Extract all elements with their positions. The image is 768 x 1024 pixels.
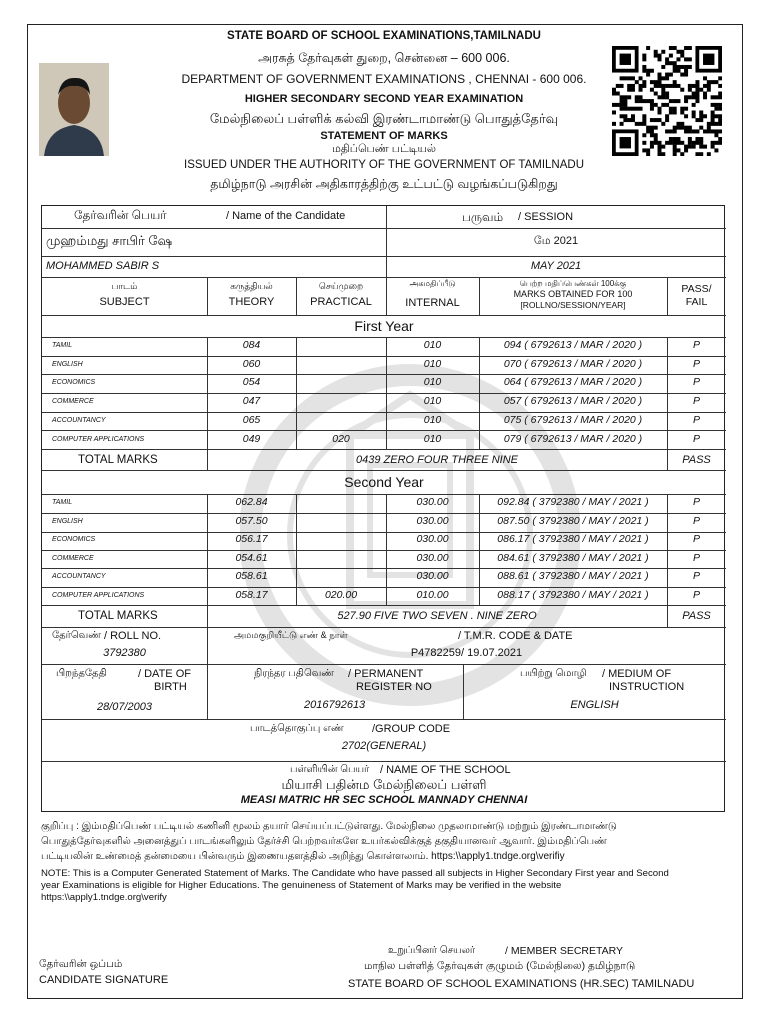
row-marks: 088.17 ( 3792380 / MAY / 2021 ) <box>497 588 649 601</box>
col-internal-tamil: அகமதிப்பீடு <box>409 279 456 288</box>
candidate-signature-tamil: தேர்வரின் ஒப்பம் <box>39 958 123 970</box>
row-marks: 079 ( 6792613 / MAR / 2020 ) <box>503 432 643 445</box>
row-marks: 084.61 ( 3792380 / MAY / 2021 ) <box>497 551 649 564</box>
note-english-line-3: https:\\apply1.tndge.org\verify <box>41 892 167 903</box>
row-practical: 020.00 <box>324 588 358 601</box>
col-subject: SUBJECT <box>99 296 150 308</box>
col-passfail: PASS/ <box>681 283 712 295</box>
second-year-total-label: TOTAL MARKS <box>78 610 158 622</box>
row-internal: 010 <box>423 395 442 408</box>
school-label-tamil: பள்ளியின் பெயர் <box>290 764 370 775</box>
tmr-label-tamil: அமமகுறியீட்டு எண் & நாள் <box>234 630 348 640</box>
statement-title-tamil: மதிப்பெண் பட்டியல் <box>331 143 437 155</box>
first-year-total-label: TOTAL MARKS <box>78 454 158 466</box>
school-label: / NAME OF THE SCHOOL <box>380 764 511 776</box>
first-year-total: 0439 ZERO FOUR THREE NINE <box>356 454 518 466</box>
dob-label: / DATE OF <box>138 668 191 680</box>
board-title: STATE BOARD OF SCHOOL EXAMINATIONS,TAMILNADU <box>227 30 541 42</box>
tmr-label: / T.M.R. CODE & DATE <box>458 630 573 642</box>
row-result: P <box>692 357 700 370</box>
session-label: / SESSION <box>518 211 574 223</box>
school-name: MEASI MATRIC HR SEC SCHOOL MANNADY CHENNAI <box>240 794 528 806</box>
row-theory: 058.61 <box>235 570 268 582</box>
row-subject: ECONOMICS <box>52 379 96 387</box>
row-subject: ECONOMICS <box>52 536 96 543</box>
row-subject: COMPUTER APPLICATIONS <box>52 435 145 443</box>
note-english-line-1: NOTE: This is a Computer Generated Statement of Marks. The Candidate who have passed all subjects in Higher Secondary First year and Second <box>41 868 669 879</box>
row-result: P <box>692 514 700 527</box>
row-internal: 010.00 <box>416 588 449 601</box>
row-result: P <box>692 533 700 545</box>
row-result: P <box>692 570 700 582</box>
member-secretary-tamil: உறுப்பினர் செயலர் <box>388 945 476 956</box>
row-marks: 088.61 ( 3792380 / MAY / 2021 ) <box>497 570 649 582</box>
medium-label-tamil: பயிற்று மொழி <box>520 668 587 679</box>
row-theory: 058.17 <box>235 588 268 601</box>
row-result: P <box>692 339 700 351</box>
row-theory: 056.17 <box>235 533 268 545</box>
dob-label-2: BIRTH <box>154 681 187 693</box>
medium-label-2: INSTRUCTION <box>609 681 685 693</box>
row-internal: 030.00 <box>416 496 449 508</box>
tmr-code: P4782259/ 19.07.2021 <box>410 647 523 659</box>
row-marks: 057 ( 6792613 / MAR / 2020 ) <box>503 395 643 408</box>
col-internal: INTERNAL <box>405 297 460 309</box>
row-practical: 020 <box>332 432 350 445</box>
row-marks: 064 ( 6792613 / MAR / 2020 ) <box>503 376 643 389</box>
row-theory: 065 <box>242 413 261 426</box>
row-result: P <box>692 588 700 601</box>
dob-label-tamil: பிறந்ததேதி <box>56 668 107 679</box>
row-subject: COMPUTER APPLICATIONS <box>52 591 145 599</box>
issued-authority-tamil: தமிழ்நாடு அரசின் அதிகாரத்திற்கு உட்பட்டு வழங்கப்படுகிறது <box>210 177 558 191</box>
note-tamil-line-3: பட்டியலின் உண்மைத் தன்மையை பின்வரும் இணையதளத்தில் அறிந்து கொள்ளலாம். https:\\apply1.tndge.org\verifiy <box>41 851 565 862</box>
row-marks: 094 ( 6792613 / MAR / 2020 ) <box>503 339 643 351</box>
col-practical-tamil: செய்முறை <box>318 281 364 291</box>
candidate-name-tamil: முஹம்மது சாபிர் ஷே <box>46 233 173 248</box>
dept-title-tamil: அரசுத் தேர்வுகள் துறை, சென்னை – 600 006. <box>258 51 510 65</box>
row-subject: COMMERCE <box>52 554 94 562</box>
row-result: P <box>692 551 700 564</box>
row-internal: 010 <box>423 432 442 445</box>
group-label-tamil: பாடத்தொகுப்பு எண் <box>250 723 344 734</box>
board-footer: STATE BOARD OF SCHOOL EXAMINATIONS (HR.SEC) TAMILNADU <box>348 978 695 990</box>
medium-label: / MEDIUM OF <box>602 668 672 680</box>
candidate-name: MOHAMMED SABIR S <box>46 260 160 272</box>
candidate-signature: CANDIDATE SIGNATURE <box>39 974 169 986</box>
row-theory: 062.84 <box>235 496 268 508</box>
board-footer-tamil: மாநில பள்ளித் தேர்வுகள் குழுமம் (மேல்நிலை) தமிழ்நாடு <box>364 960 636 972</box>
marks-table <box>41 205 725 812</box>
name-label: / Name of the Candidate <box>226 210 346 222</box>
dept-title: DEPARTMENT OF GOVERNMENT EXAMINATIONS , CHENNAI - 600 006. <box>181 72 587 86</box>
row-marks: 070 ( 6792613 / MAR / 2020 ) <box>503 357 643 370</box>
row-internal: 010 <box>423 357 442 370</box>
col-theory: THEORY <box>228 296 275 308</box>
row-internal: 030.00 <box>416 533 449 545</box>
second-year-title: Second Year <box>344 474 424 490</box>
member-secretary: / MEMBER SECRETARY <box>505 945 624 957</box>
school-name-tamil: மியாசி பதின்ம மேல்நிலைப் பள்ளி <box>281 777 487 792</box>
row-internal: 030.00 <box>416 570 449 582</box>
roll-label: / ROLL NO. <box>104 630 162 642</box>
roll-number: 3792380 <box>103 647 146 659</box>
roll-label-tamil: தேர்வெண் <box>52 630 101 641</box>
group-label: /GROUP CODE <box>372 723 451 735</box>
col-subject-tamil: பாடம் <box>111 281 138 291</box>
row-theory: 084 <box>242 339 261 351</box>
reg-label-tamil: நிரந்தர பதிவெண் <box>254 668 335 679</box>
row-internal: 030.00 <box>416 514 449 527</box>
row-result: P <box>692 376 700 389</box>
col-marks-tamil: பெற்ற மதிப்பெண்கள் 100க்கு <box>519 279 627 288</box>
second-year-total: 527.90 FIVE TWO SEVEN . NINE ZERO <box>337 610 537 622</box>
row-result: P <box>692 395 700 408</box>
exam-title: HIGHER SECONDARY SECOND YEAR EXAMINATION <box>244 93 524 105</box>
row-theory: 047 <box>242 395 261 408</box>
row-theory: 054 <box>242 376 261 389</box>
col-marks: MARKS OBTAINED FOR 100 <box>513 289 633 299</box>
row-marks: 092.84 ( 3792380 / MAY / 2021 ) <box>497 496 649 508</box>
row-subject: COMMERCE <box>52 398 94 406</box>
row-theory: 057.50 <box>235 514 268 527</box>
row-result: P <box>692 496 700 508</box>
register-number: 2016792613 <box>304 699 366 711</box>
col-passfail-2: FAIL <box>685 296 708 308</box>
row-subject: TAMIL <box>52 342 73 349</box>
row-subject: ACCOUNTANCY <box>52 416 106 424</box>
first-year-title: First Year <box>354 318 414 334</box>
note-tamil-line-2: பொதுத்தேர்வுகளில் அனைத்துப் பாடங்களிலும் தேர்ச்சி பெற்றவர்களே உயர்கல்விக்குத் தகுதியானவர் ஆவார். இம்மதிப்பெண் <box>41 836 607 847</box>
row-subject: ENGLISH <box>52 360 83 368</box>
note-english-line-2: year Examinations is eligible for Higher Educations. The genuineness of Statement of Marks may be verified in the website <box>41 880 562 891</box>
row-marks: 075 ( 6792613 / MAR / 2020 ) <box>503 413 643 426</box>
row-internal: 010 <box>423 413 442 426</box>
row-internal: 010 <box>423 376 442 389</box>
row-result: P <box>692 432 700 445</box>
session: MAY 2021 <box>530 260 582 272</box>
first-year-result: PASS <box>682 454 711 466</box>
statement-title: STATEMENT OF MARKS <box>320 130 448 142</box>
row-marks: 086.17 ( 3792380 / MAY / 2021 ) <box>497 533 649 545</box>
row-subject: ENGLISH <box>52 517 83 525</box>
col-practical: PRACTICAL <box>310 296 372 308</box>
row-result: P <box>692 413 700 426</box>
group-code: 2702(GENERAL) <box>341 740 427 752</box>
row-internal: 010 <box>423 339 442 351</box>
row-subject: ACCOUNTANCY <box>52 573 106 580</box>
session-label-tamil: பருவம் <box>462 210 504 224</box>
col-theory-tamil: கருத்தியல் <box>230 281 273 291</box>
row-internal: 030.00 <box>416 551 449 564</box>
row-theory: 049 <box>242 432 261 445</box>
name-label-tamil: தேர்வரின் பெயர் <box>74 208 167 222</box>
reg-label: / PERMANENT <box>348 668 424 680</box>
row-theory: 054.61 <box>235 551 268 564</box>
second-year-result: PASS <box>682 610 711 622</box>
note-tamil-line-1: குறிப்பு : இம்மதிப்பெண் பட்டியல் கணினி மூலம் தயார் செய்யப்பட்டுள்ளது. மேல்நிலை முதலாமாண்டு மற்றும் இரண்டாமாண்டு <box>41 821 617 832</box>
col-marks-sub: [ROLLNO/SESSION/YEAR] <box>520 300 626 310</box>
date-of-birth: 28/07/2003 <box>96 701 153 713</box>
row-theory: 060 <box>242 357 261 370</box>
reg-label-2: REGISTER NO <box>356 681 432 693</box>
session-tamil: மே 2021 <box>533 235 579 247</box>
row-marks: 087.50 ( 3792380 / MAY / 2021 ) <box>497 514 649 527</box>
medium: ENGLISH <box>570 699 619 711</box>
exam-title-tamil: மேல்நிலைப் பள்ளிக் கல்வி இரண்டாமாண்டு பொதுத்தேர்வு <box>209 111 559 126</box>
issued-authority: ISSUED UNDER THE AUTHORITY OF THE GOVERNMENT OF TAMILNADU <box>184 159 584 171</box>
row-subject: TAMIL <box>52 499 73 506</box>
